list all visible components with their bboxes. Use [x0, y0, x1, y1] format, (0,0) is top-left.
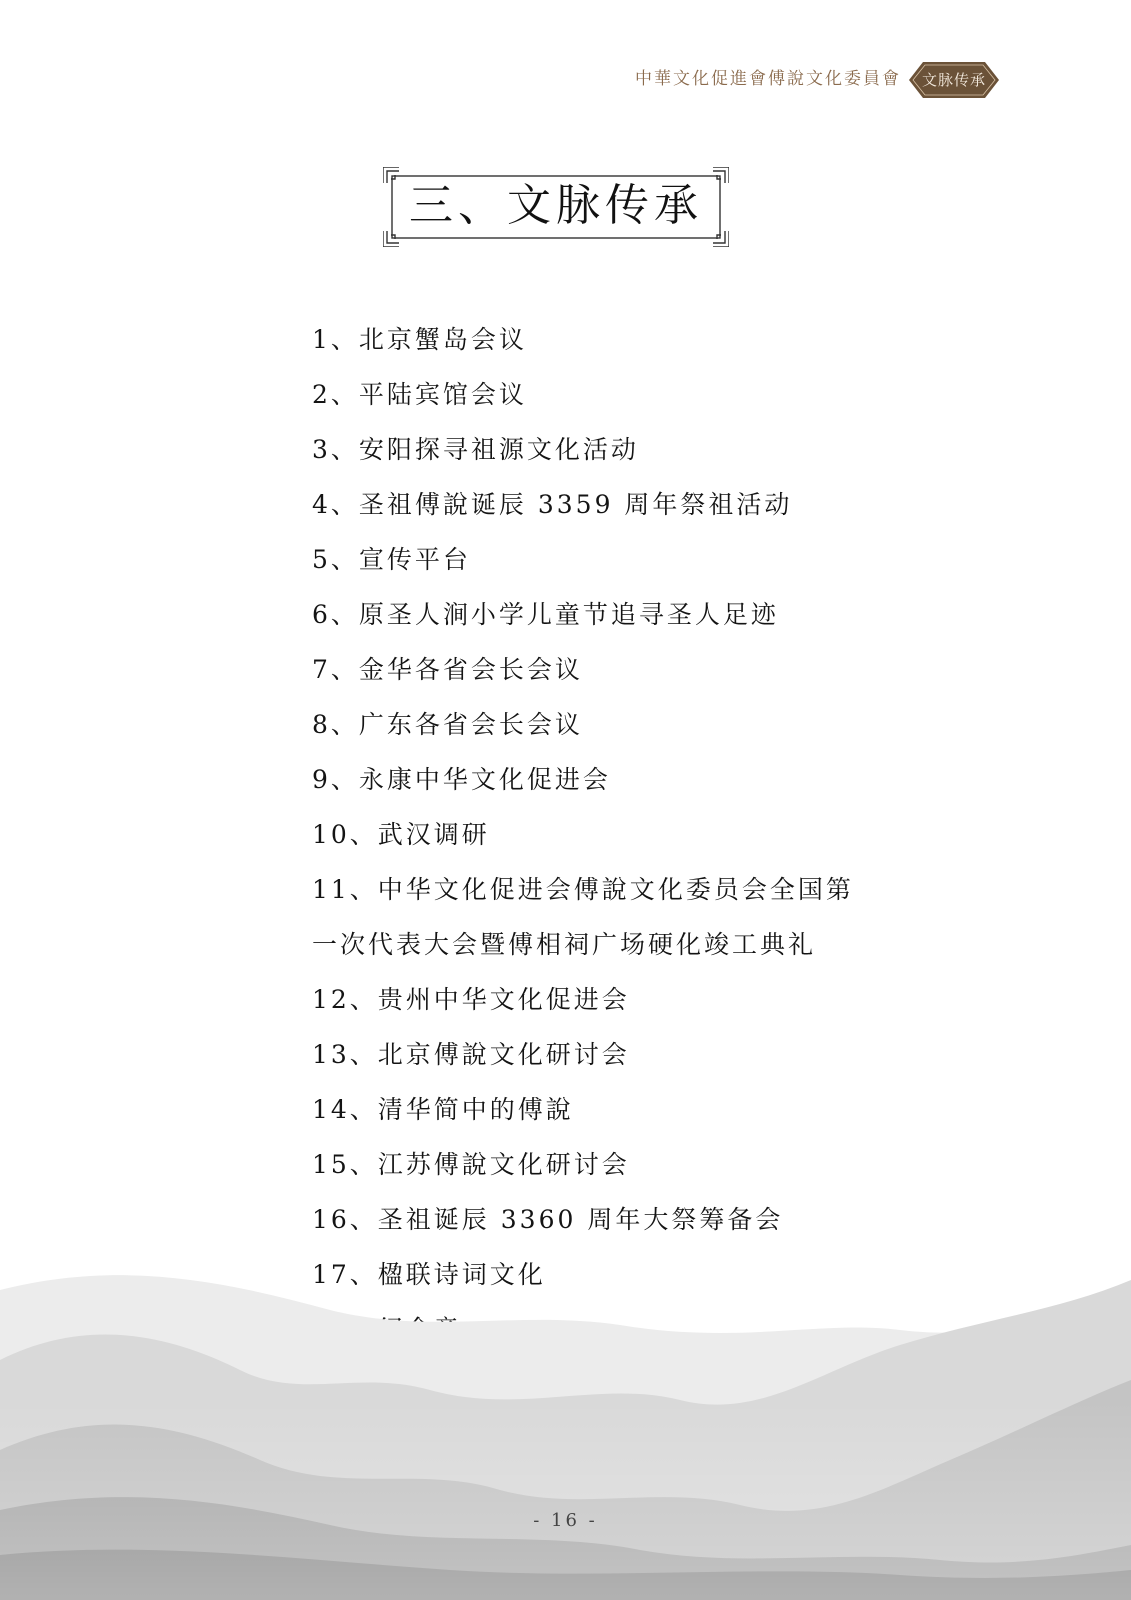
list-item: 16、圣祖诞辰 3360 周年大祭筹备会 — [312, 1205, 784, 1234]
list-item: 4、圣祖傅說诞辰 3359 周年祭祖活动 — [312, 490, 793, 519]
list-item: 6、原圣人涧小学儿童节追寻圣人足迹 — [312, 600, 779, 629]
list-item: 15、江苏傅說文化研讨会 — [312, 1150, 630, 1179]
list-item: 7、金华各省会长会议 — [312, 655, 583, 684]
list-item: 8、广东各省会长会议 — [312, 710, 583, 739]
list-item: 2、平陆宾馆会议 — [312, 380, 527, 409]
header-section-badge — [909, 62, 999, 98]
list-item: 9、永康中华文化促进会 — [312, 765, 611, 794]
header-badge-label: 文脉传承 — [921, 71, 986, 89]
list-item-continuation: 一次代表大会暨傅相祠广场硬化竣工典礼 — [312, 930, 817, 959]
list-item: 14、清华简中的傅說 — [312, 1095, 574, 1124]
mountain-landscape-illustration — [0, 1250, 1131, 1600]
list-item: 10、武汉调研 — [312, 820, 490, 849]
list-item: 13、北京傅說文化研讨会 — [312, 1040, 630, 1069]
list-item: 1、北京蟹岛会议 — [312, 325, 527, 354]
list-item: 17、楹联诗词文化 — [312, 1260, 546, 1289]
list-item: 11、中华文化促进会傅說文化委员会全国第 — [312, 875, 854, 904]
contents-list — [312, 312, 854, 1357]
list-item: 5、宣传平台 — [312, 545, 471, 574]
list-item: 12、贵州中华文化促进会 — [312, 985, 630, 1014]
section-title-frame — [383, 167, 729, 247]
header-organization-name: 中華文化促進會傅說文化委員會 — [635, 69, 901, 89]
section-title: 三、文脉传承 — [409, 180, 703, 231]
list-item: 3、安阳探寻祖源文化活动 — [312, 435, 639, 464]
page-number: - 16 - — [533, 1510, 598, 1531]
